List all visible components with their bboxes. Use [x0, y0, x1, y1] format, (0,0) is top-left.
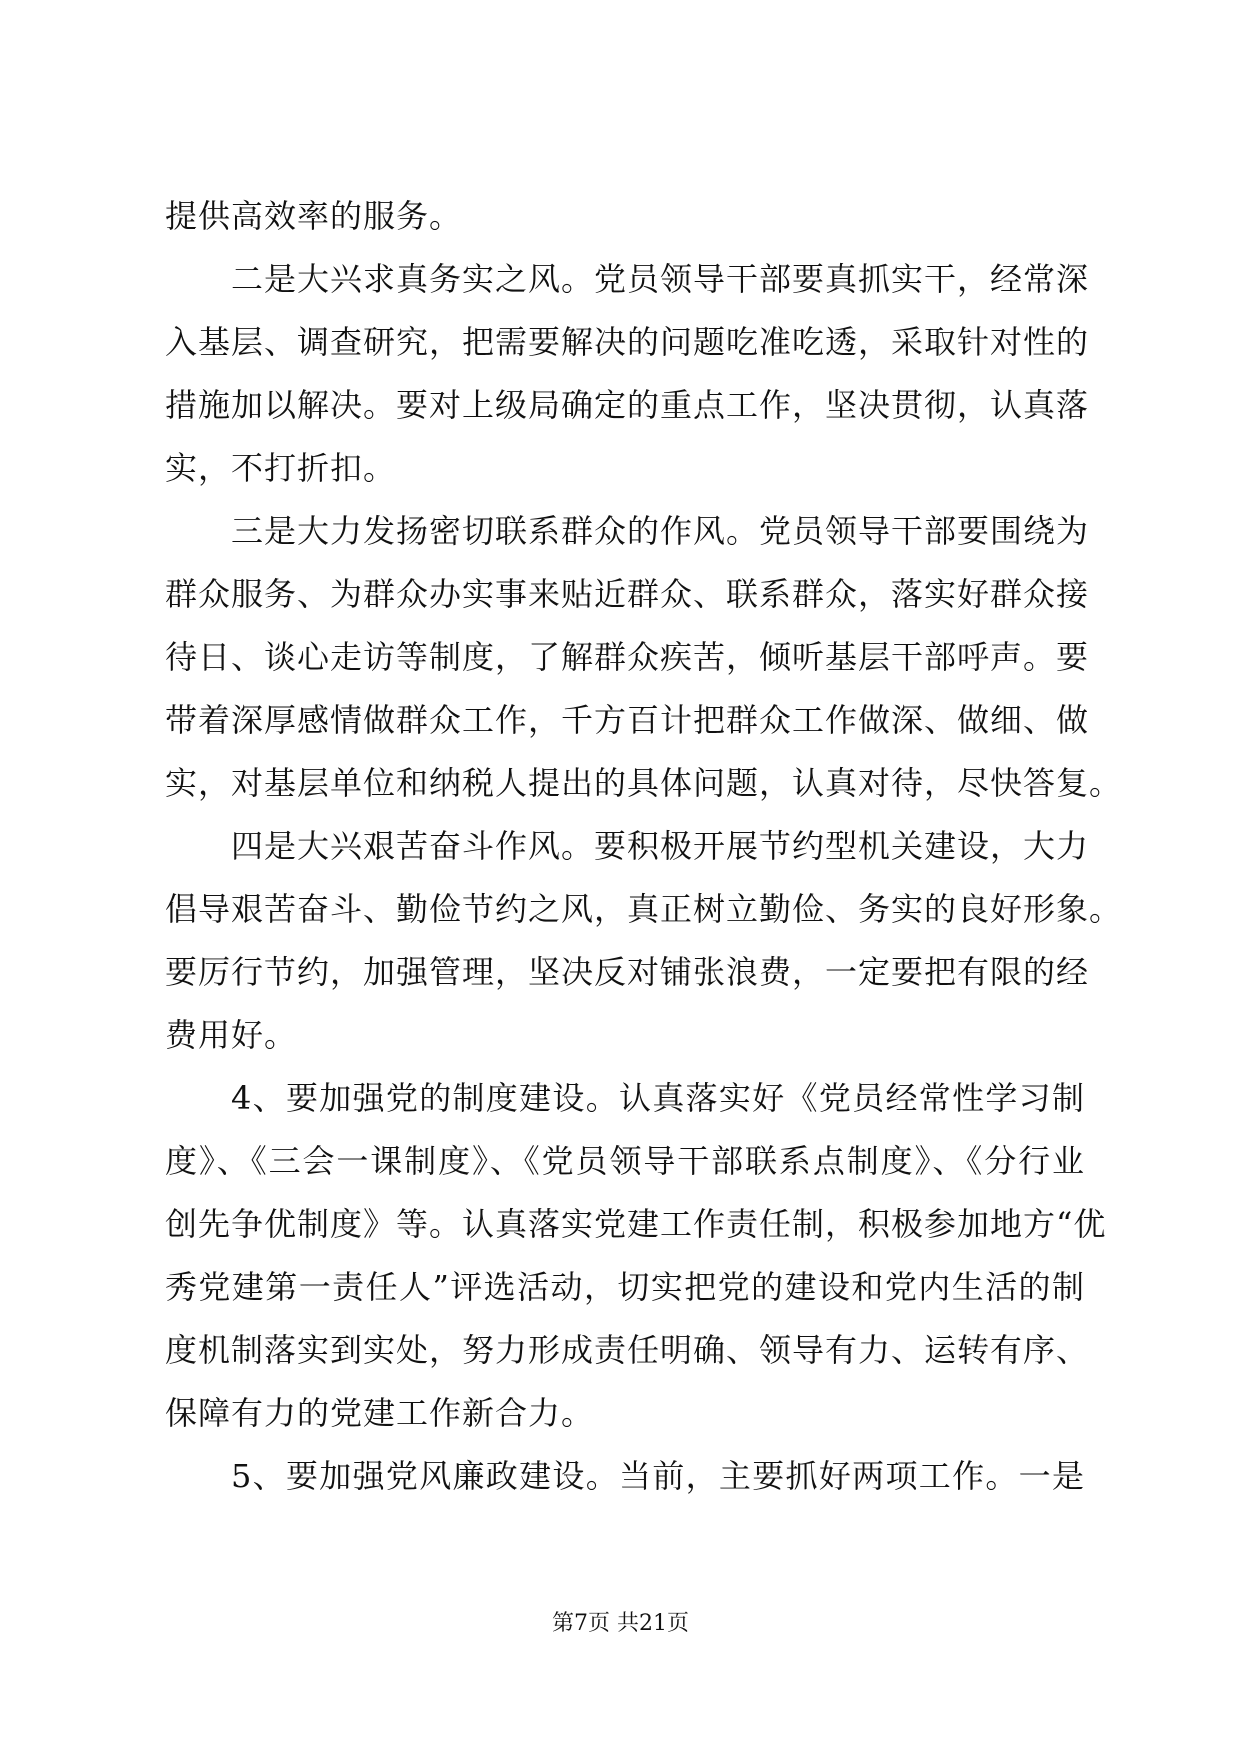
paragraph-line-first: 三是大力发扬密切联系群众的作风。党员领导干部要围绕为	[231, 512, 1090, 550]
paragraph-line-first: 5、要加强党风廉政建设。当前，主要抓好两项工作。一是	[231, 1457, 1085, 1495]
document-body	[165, 195, 1123, 1518]
text-line: 入基层、调查研究，把需要解决的问题吃准吃透，采取针对性的	[165, 323, 1090, 361]
text-line: 保障有力的党建工作新合力。	[165, 1394, 595, 1432]
text-line: 实，不打折扣。	[165, 449, 397, 487]
paragraph-line-first: 4、要加强党的制度建设。认真落实好《党员经常性学习制	[231, 1079, 1085, 1117]
text-line: 度机制落实到实处，努力形成责任明确、领导有力、运转有序、	[165, 1331, 1090, 1369]
text-line: 待日、谈心走访等制度，了解群众疾苦，倾听基层干部呼声。要	[165, 638, 1090, 676]
text-line: 创先争优制度》等。认真落实党建工作责任制，积极参加地方“优	[165, 1205, 1107, 1243]
page-number-footer: 第7页 共21页	[552, 1611, 689, 1636]
text-line: 实，对基层单位和纳税人提出的具体问题，认真对待，尽快答复。	[165, 764, 1123, 802]
text-line: 倡导艰苦奋斗、勤俭节约之风，真正树立勤俭、务实的良好形象。	[165, 890, 1123, 928]
text-line: 度》、《三会一课制度》、《党员领导干部联系点制度》、《分行业	[165, 1142, 1085, 1180]
text-line: 要厉行节约，加强管理，坚决反对铺张浪费，一定要把有限的经	[165, 953, 1090, 991]
paragraph-line-first: 四是大兴艰苦奋斗作风。要积极开展节约型机关建设，大力	[231, 827, 1090, 865]
text-line: 措施加以解决。要对上级局确定的重点工作，坚决贯彻，认真落	[165, 386, 1090, 424]
text-line: 秀党建第一责任人”评选活动，切实把党的建设和党内生活的制	[165, 1268, 1085, 1306]
text-line: 带着深厚感情做群众工作，千方百计把群众工作做深、做细、做	[165, 701, 1090, 739]
text-line: 提供高效率的服务。	[165, 197, 463, 235]
text-line: 费用好。	[165, 1016, 298, 1054]
paragraph-line-first: 二是大兴求真务实之风。党员领导干部要真抓实干，经常深	[231, 260, 1090, 298]
text-line: 群众服务、为群众办实事来贴近群众、联系群众，落实好群众接	[165, 575, 1090, 613]
